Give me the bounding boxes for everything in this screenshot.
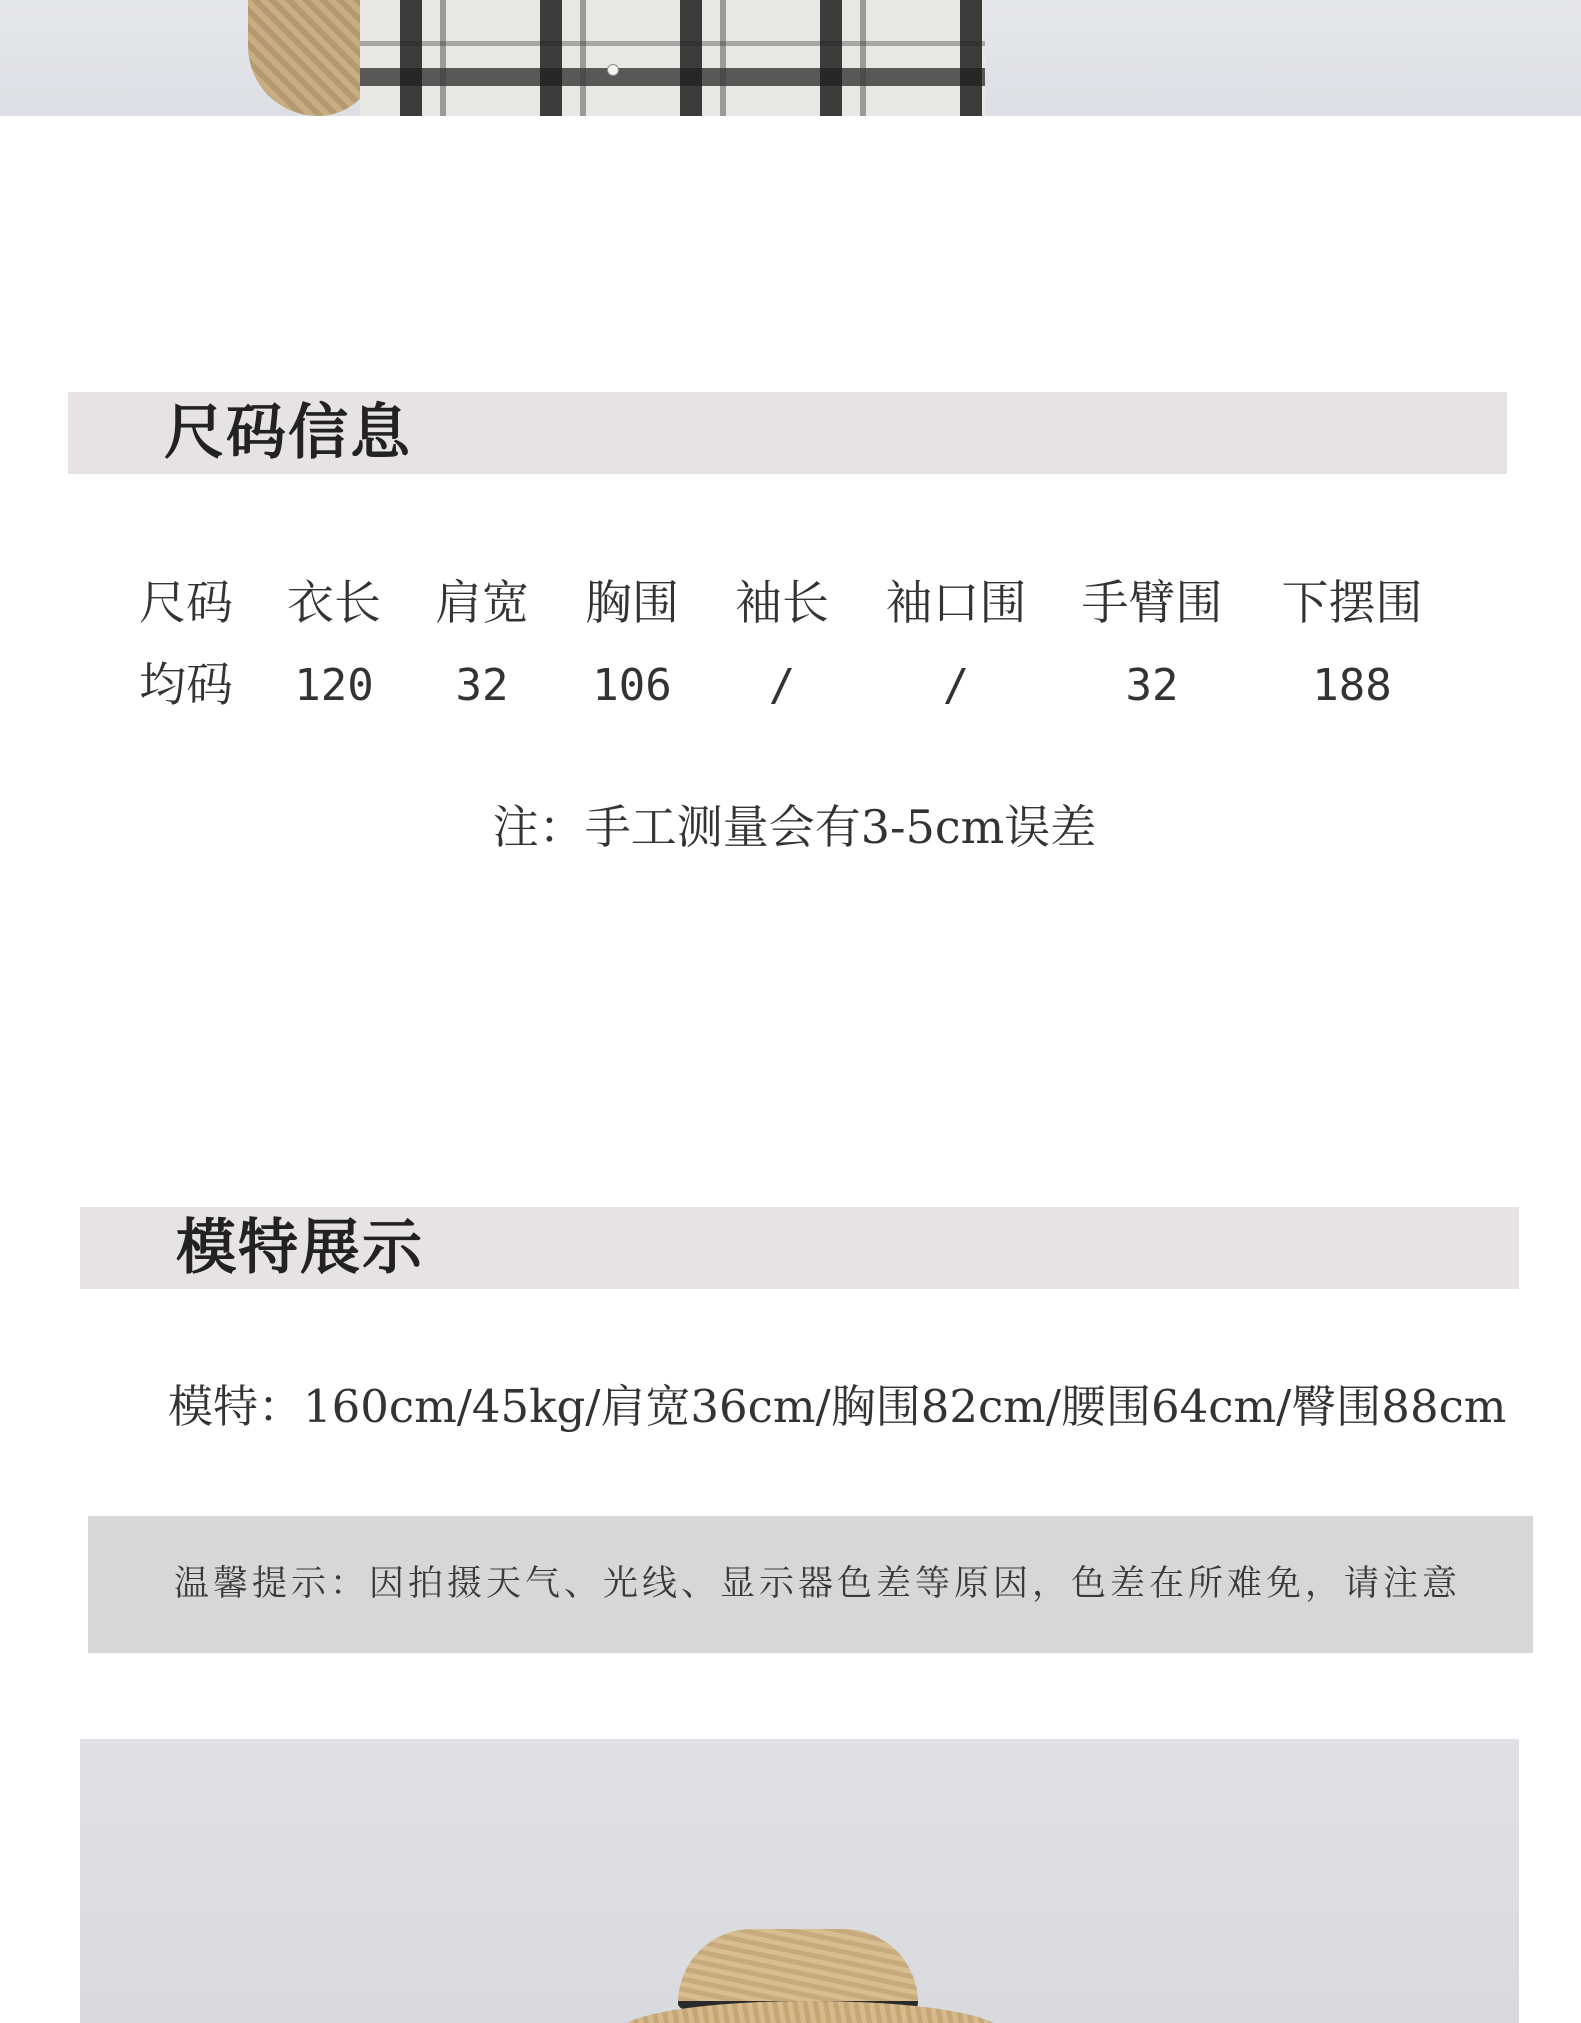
plaid-shirt-image [360, 0, 985, 116]
size-header-cell: 肩宽 [435, 576, 529, 631]
straw-bag-image [248, 0, 378, 116]
size-measurement-note: 注：手工测量会有3-5cm误差 [492, 800, 1097, 854]
size-section-title: 尺码信息 [164, 398, 412, 468]
model-section-title: 模特展示 [176, 1213, 424, 1283]
tip-text: 温馨提示：因拍摄天气、光线、显示器色差等原因，色差在所难免，请注意 [174, 1564, 1462, 1604]
size-table-value-row [0, 654, 1581, 736]
size-value-cell: 188 [1312, 660, 1392, 711]
size-value-cell: 32 [1125, 660, 1179, 711]
shirt-button [607, 64, 619, 76]
top-product-photo [0, 0, 1581, 116]
size-table-header-row [0, 572, 1581, 654]
size-header-cell: 手臂围 [1081, 576, 1223, 631]
size-section-header [68, 392, 1507, 474]
size-value-cell: 106 [592, 660, 672, 711]
straw-hat-image [678, 1929, 918, 2009]
straw-hat-brim [620, 2001, 1000, 2023]
model-section-header [80, 1207, 1519, 1289]
size-header-cell: 袖长 [735, 576, 829, 631]
size-value-cell: 120 [294, 660, 374, 711]
color-difference-tip [88, 1516, 1533, 1653]
size-header-cell: 胸围 [585, 576, 679, 631]
size-value-cell: / [768, 660, 796, 711]
size-value-cell: 32 [455, 660, 509, 711]
bottom-model-photo [80, 1739, 1519, 2023]
size-header-cell: 尺码 [139, 576, 233, 631]
size-value-cell: / [942, 660, 970, 711]
size-value-cell: 均码 [139, 658, 233, 713]
size-header-cell: 下摆围 [1281, 576, 1423, 631]
size-header-cell: 衣长 [287, 576, 381, 631]
size-header-cell: 袖口围 [885, 576, 1027, 631]
size-table [0, 572, 1581, 736]
model-measurements: 模特：160cm/45kg/肩宽36cm/胸围82cm/腰围64cm/臀围88cm [168, 1380, 1507, 1433]
